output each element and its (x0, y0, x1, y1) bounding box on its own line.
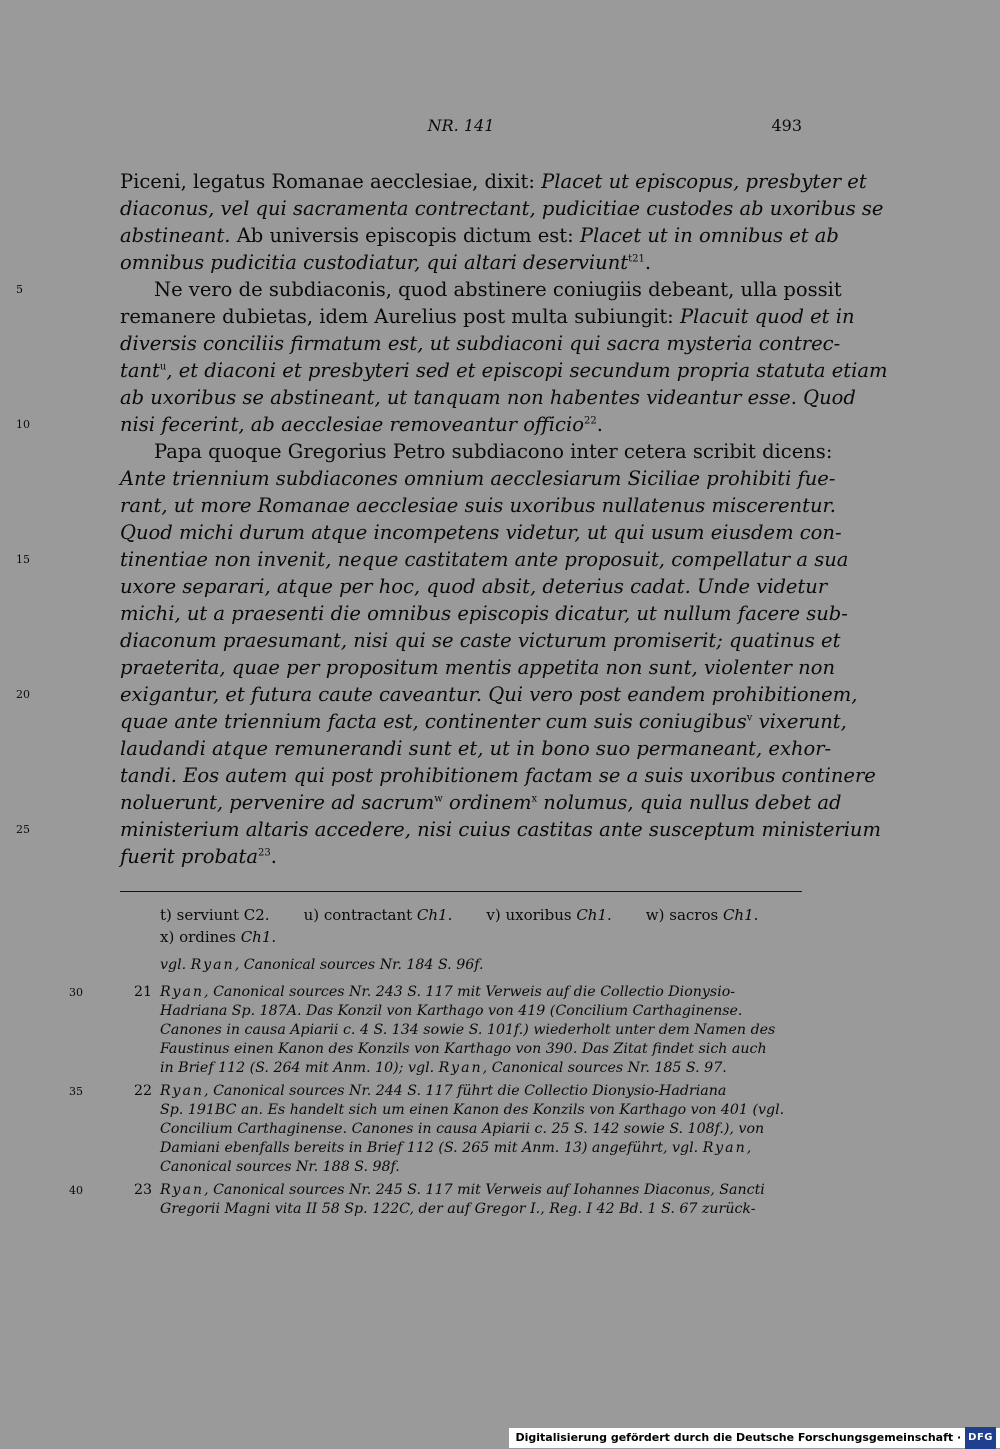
footnote-number: 23 (134, 1182, 153, 1198)
text-segment: praeterita, quae per propositum mentis appetita non sunt, violenter non (120, 656, 836, 679)
text-segment: Canonical sources Nr. 188 S. 98f. (160, 1159, 400, 1175)
text-line (120, 222, 839, 249)
text-segment: tant (120, 359, 160, 382)
text-segment: , Canonical sources Nr. 243 S. 117 mit Verweis auf die Collectio Dionysio- (204, 984, 736, 1000)
text-line (120, 168, 867, 195)
text-line (120, 330, 841, 357)
apparatus-entry: u) contractant (303, 906, 417, 924)
footnote-line (69, 1082, 802, 1101)
text-segment: Papa quoque Gregorius Petro subdiacono inter cetera scribit dicens: (154, 440, 833, 463)
text-segment: vgl. (160, 957, 191, 973)
footnote-line (160, 1158, 802, 1177)
text-line (120, 600, 848, 627)
text-segment: Gregorii Magni vita II 58 Sp. 122C, der auf Gregor I., Reg. I 42 Bd. 1 S. 67 zurück- (160, 1201, 756, 1217)
author-name: Ryan (160, 1083, 205, 1099)
text-segment: Sp. 191BC an. Es handelt sich um einen Kanon des Konzils von Karthago von 401 (vgl. (160, 1102, 785, 1118)
main-text (16, 168, 888, 870)
text-segment: vixerunt, (752, 710, 847, 733)
author-name: Ryan (438, 1060, 483, 1076)
text-line (16, 276, 842, 303)
text-line (120, 303, 855, 330)
text-line (120, 384, 856, 411)
text-line (120, 654, 836, 681)
text-segment: , Canonical sources Nr. 185 S. 97. (482, 1060, 727, 1076)
text-segment: Placet ut episcopus, presbyter et (541, 170, 867, 193)
text-segment: Piceni, legatus Romanae aecclesiae, dixit: (120, 170, 542, 193)
note-marker: 23 (258, 847, 271, 859)
line-number: 10 (16, 418, 30, 431)
apparatus-entry: Ch1. (240, 928, 277, 946)
text-segment: , Canonical sources Nr. 245 S. 117 mit Verweis auf Iohannes Diaconus, Sancti (204, 1182, 765, 1198)
note-marker: u (159, 361, 167, 373)
line-number: 40 (69, 1184, 83, 1197)
text-line (120, 195, 884, 222)
author-name: Ryan (190, 957, 235, 973)
text-segment: ab uxoribus se abstineant, ut tanquam non habentes videantur esse. Quod (120, 386, 856, 409)
text-segment: noluerunt, pervenire ad sacrum (120, 791, 435, 814)
funding-note: Digitalisierung gefördert durch die Deutsche Forschungsgemeinschaft · (515, 1431, 962, 1444)
text-segment: Hadriana Sp. 187A. Das Konzil von Karthago von 419 (Concilium Carthaginense. (160, 1003, 743, 1019)
text-segment: , Canonical sources Nr. 244 S. 117 führt die Collectio Dionysio-Hadriana (204, 1083, 727, 1099)
text-segment: Ante triennium subdiacones omnium aecclesiarum Siciliae prohibiti fue- (120, 467, 836, 490)
text-segment: Concilium Carthaginense. Canones in causa Apiarii c. 25 S. 142 sowie S. 108f.), von (160, 1121, 765, 1137)
footnote-number: 22 (134, 1083, 153, 1099)
apparatus-entry: v) uxoribus (486, 906, 577, 924)
footnote-line (160, 1101, 802, 1120)
text-line (120, 627, 841, 654)
line-number: 30 (69, 986, 83, 999)
text-segment: remanere dubietas, idem Aurelius post multa subiungit: (120, 305, 680, 328)
text-segment: in Brief 112 (S. 264 mit Anm. 10); vgl. (160, 1060, 439, 1076)
footnote-line (160, 956, 802, 975)
text-segment: uxore separari, atque per hoc, quod absit, deterius cadat. Unde videtur (120, 575, 828, 598)
line-number: 5 (16, 283, 23, 296)
footnote-rule (120, 891, 802, 892)
line-number: 25 (16, 823, 30, 836)
text-segment: Faustinus einen Kanon des Konzils von Karthago von 390. Das Zitat findet sich auch (160, 1041, 767, 1057)
text-segment: diversis conciliis firmatum est, ut subdiaconi qui sacra mysteria contrec- (120, 332, 841, 355)
text-segment: . (596, 413, 603, 436)
text-line (120, 843, 802, 870)
text-segment: Quod michi durum atque incompetens videtur, ut qui usum eiusdem con- (120, 521, 842, 544)
text-segment: . (270, 845, 277, 868)
text-segment: , et diaconi et presbyteri sed et episcopi secundum propria statuta etiam (166, 359, 888, 382)
text-segment: ordinem (442, 791, 532, 814)
text-segment: Ne vero de subdiaconis, quod abstinere coniugiis debeant, ulla possit (154, 278, 842, 301)
apparatus-entry: Ch1. (576, 906, 612, 924)
text-line (120, 735, 832, 762)
apparatus-entry: t) serviunt C2. (160, 906, 270, 924)
text-line (120, 789, 842, 816)
text-segment: . (644, 251, 652, 274)
author-name: Ryan (702, 1140, 747, 1156)
text-segment: diaconus, vel qui sacramenta contrectant, pudicitiae custodes ab uxoribus se (120, 197, 884, 220)
footnote-line (160, 1002, 802, 1021)
footnotes (69, 956, 802, 1219)
text-segment: laudandi atque remunerandi sunt et, ut in bono suo permaneant, exhor- (120, 737, 832, 760)
text-segment: quae ante triennium facta est, continenter cum suis coniugibus (120, 710, 747, 733)
line-number: 35 (69, 1085, 83, 1098)
text-segment: nolumus, quia nullus debet ad (537, 791, 842, 814)
page-number: 493 (771, 116, 802, 135)
apparatus-entry: Ch1. (722, 906, 759, 924)
text-line (16, 681, 858, 708)
text-segment: Placuit quod et in (679, 305, 855, 328)
text-line (16, 816, 881, 843)
text-segment: , Canonical sources Nr. 184 S. 96f. (234, 957, 484, 973)
text-segment: tinentiae non invenit, neque castitatem ante proposuit, compellatur a sua (120, 548, 849, 571)
text-segment: omnibus pudicitia custodiatur, qui altari deserviunt (120, 251, 629, 274)
note-marker: 22 (583, 415, 597, 427)
text-line (16, 411, 802, 438)
footnote-line (160, 1139, 802, 1158)
line-number: 15 (16, 553, 30, 566)
text-line (120, 573, 828, 600)
text-segment: Placet ut in omnibus et ab (579, 224, 839, 247)
text-segment: michi, ut a praesenti die omnibus episcopis dicatur, ut nullum facere sub- (120, 602, 848, 625)
text-segment: diaconum praesumant, nisi qui se caste victurum promiserit; quatinus et (120, 629, 841, 652)
text-segment: Canones in causa Apiarii c. 4 S. 134 sowie S. 101f.) wiederholt unter dem Namen des (160, 1022, 776, 1038)
text-line (120, 492, 836, 519)
footnote-line (160, 1040, 802, 1059)
text-segment: Damiani ebenfalls bereits in Brief 112 (S. 265 mit Anm. 13) angeführt, vgl. (160, 1140, 703, 1156)
text-segment: nisi fecerint, ab aecclesiae removeantur officio (120, 413, 584, 436)
footnote-number: 21 (134, 984, 153, 1000)
critical-apparatus (160, 904, 802, 948)
text-line (120, 249, 802, 276)
funding-footer (509, 1428, 1000, 1448)
apparatus-line (160, 926, 802, 948)
apparatus-line (160, 904, 802, 926)
apparatus-entry: x) ordines (160, 928, 241, 946)
footnote-line (69, 1181, 802, 1200)
note-marker: v (746, 712, 753, 724)
dfg-logo: DFG (965, 1427, 996, 1449)
text-segment: exigantur, et futura caute caveantur. Qui vero post eandem prohibitionem, (120, 683, 858, 706)
footnote-line (160, 1200, 802, 1219)
text-segment: abstineant. (120, 224, 231, 247)
text-segment: ministerium altaris accedere, nisi cuius castitas ante susceptum ministerium (120, 818, 881, 841)
footnote-line (160, 1120, 802, 1139)
author-name: Ryan (160, 1182, 205, 1198)
text-line (120, 708, 847, 735)
footnote-line (160, 1021, 802, 1040)
text-line (16, 546, 849, 573)
line-number: 20 (16, 688, 30, 701)
text-segment: rant, ut more Romanae aecclesiae suis uxoribus nullatenus miscerentur. (120, 494, 836, 517)
text-segment: tandi. Eos autem qui post prohibitionem factam se a suis uxoribus continere (120, 764, 876, 787)
footnote-line (69, 983, 802, 1002)
apparatus-entry: Ch1. (416, 906, 453, 924)
text-line (120, 438, 833, 465)
note-marker: t21 (628, 253, 645, 265)
note-marker: w (434, 793, 443, 805)
footnote-line (160, 1059, 802, 1078)
text-segment: fuerit probata (120, 845, 259, 868)
text-line (120, 465, 836, 492)
running-head: NR. 141 (427, 116, 495, 135)
author-name: Ryan (160, 984, 205, 1000)
text-segment: Ab universis episcopis dictum est: (230, 224, 580, 247)
apparatus-entry: w) sacros (645, 906, 723, 924)
text-line (120, 762, 876, 789)
text-line (120, 519, 842, 546)
note-marker: x (531, 793, 538, 805)
text-segment: , (746, 1140, 752, 1156)
page-header (120, 116, 802, 140)
text-line (120, 357, 888, 384)
